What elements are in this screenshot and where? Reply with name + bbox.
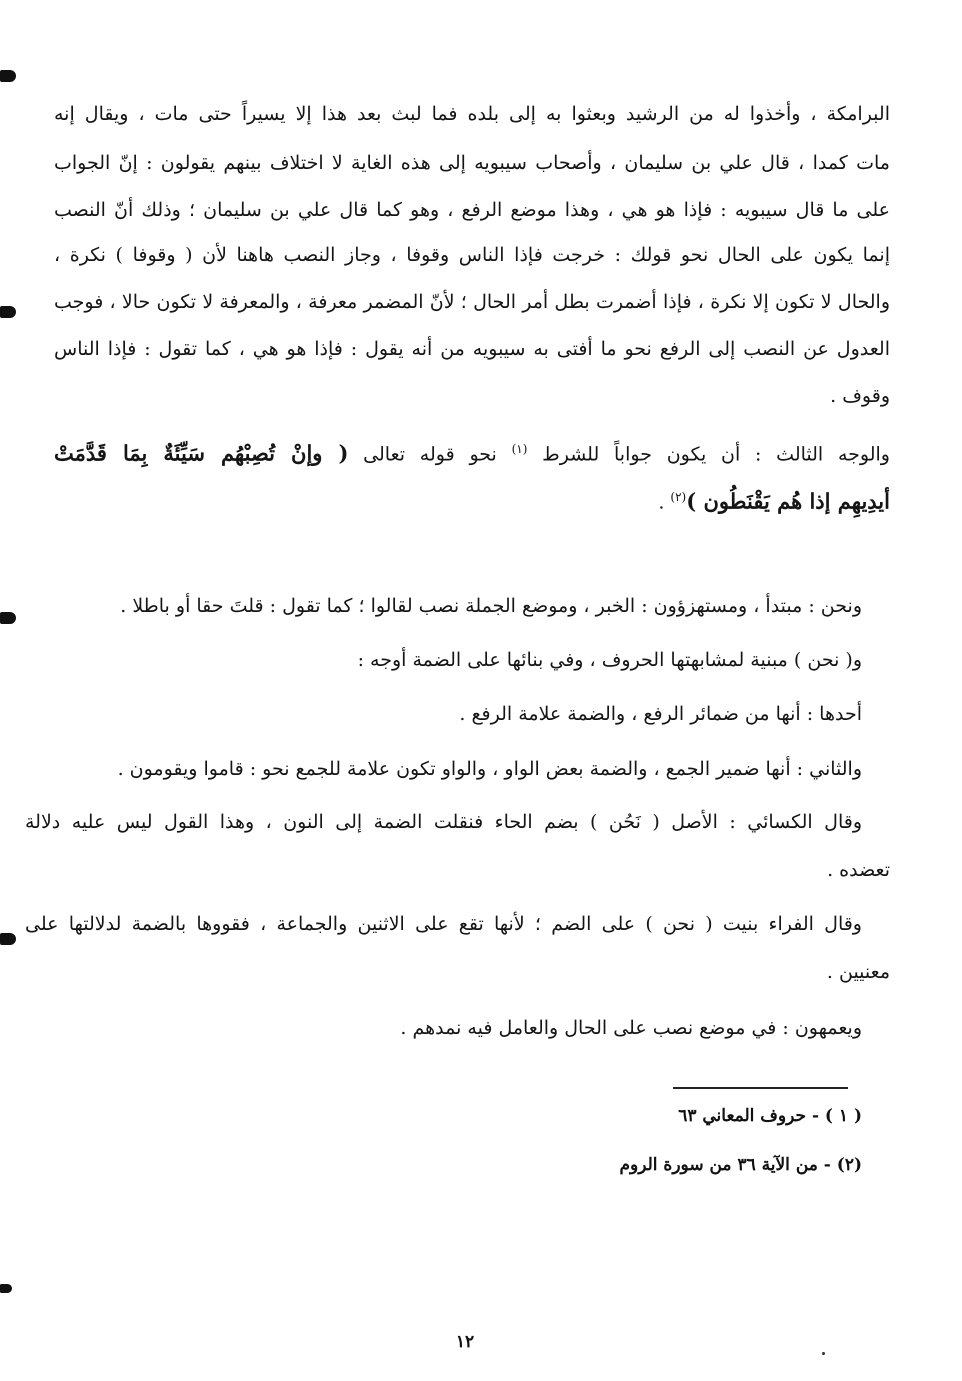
- quran-verse-part-2: أيدِيهِم إذا هُم يَقْنَطُون ): [686, 488, 890, 514]
- paragraph-8-line: وقال الفراء بنيت ( نحن ) على الضم ؛ لأنها تقع على الاثنين والجماعة ، فقووها بالضمة لدلالتها على: [25, 913, 862, 935]
- paragraph-6: والثاني : أنها ضمير الجمع ، والضمة بعض الواو ، والواو تكون علامة للجمع نحو : قاموا ويقومون .: [117, 758, 862, 780]
- paragraph-5: أحدها : أنها من ضمائر الرفع ، والضمة علامة الرفع .: [459, 703, 862, 725]
- footnote-ref-2: (٢): [670, 490, 687, 504]
- paragraph-1-line: العدول عن النصب إلى الرفع نحو ما أفتى به سيبويه من أنه يقول : فإذا هو هي ، كما تقول : فإذا الناس: [54, 338, 890, 360]
- paragraph-2-line-2: [54, 483, 890, 516]
- scan-margin-mark: [0, 70, 16, 82]
- paragraph-2-tail: .: [658, 491, 665, 514]
- paragraph-7-line: تعضده .: [827, 859, 890, 881]
- paragraph-8-line: معنيين .: [826, 961, 890, 983]
- scan-margin-mark: [0, 933, 16, 945]
- footnote-ref-1: (١): [511, 442, 528, 456]
- paragraph-1-line: البرامكة ، وأخذوا له من الرشيد وبعثوا به إلى بلده فما لبث بعد هذا إلا يسيراً حتى مات ، ويقال إنه: [54, 103, 890, 125]
- scan-margin-mark: [0, 612, 16, 624]
- paragraph-2-line-1: [54, 435, 890, 468]
- page-number: ١٢: [455, 1332, 475, 1352]
- paragraph-1-line: إنما يكون على الحال نحو قولك : خرجت فإذا الناس وقوفا ، وجاز النصب هاهنا لأن ( وقوفا ) نكرة ،: [54, 244, 890, 266]
- paragraph-1-line: على ما قال سيبويه : فإذا هو هي ، وهذا موضع الرفع ، وهو كما قال علي بن سليمان ؛ وذلك أنّ النصب: [54, 199, 890, 221]
- paragraph-1-line: مات كمدا ، قال علي بن سليمان ، وأصحاب سيبويه إلى هذه الغاية لا اختلاف بينهم يقولون : إنّ الجواب: [54, 152, 890, 174]
- footnote-divider: [673, 1087, 848, 1089]
- scan-margin-mark: [0, 1284, 12, 1293]
- paragraph-3: ونحن : مبتدأ ، ومستهزؤون : الخبر ، وموضع الجملة نصب لقالوا ؛ كما تقول : قلتَ حقا أو باطلا .: [120, 595, 862, 617]
- paragraph-4: و( نحن ) مبنية لمشابهتها الحروف ، وفي بنائها على الضمة أوجه :: [357, 649, 862, 671]
- paragraph-1-line: وقوف .: [830, 385, 890, 407]
- scan-speck: [822, 1352, 825, 1355]
- paragraph-2-lead: والوجه الثالث : أن يكون جواباً للشرط: [542, 443, 890, 466]
- footnote-1: ( ١ ) - حروف المعاني ٦٣: [678, 1106, 862, 1126]
- paragraph-1-line: والحال لا تكون إلا نكرة ، فإذا أضمرت بطل أمر الحال ؛ لأنّ المضمر معرفة ، والمعرفة لا تكون حالا ، فوجب: [54, 291, 890, 313]
- paragraph-9: ويعمهون : في موضع نصب على الحال والعامل فيه نمدهم .: [400, 1017, 862, 1039]
- quran-verse-part-1: ( وإنْ تُصِبْهُم سَيِّئَةٌ بِمَا قَدَّمَتْ: [54, 440, 349, 466]
- paragraph-7-line: وقال الكسائي : الأصل ( نَحُن ) بضم الحاء فنقلت الضمة إلى النون ، وهذا القول ليس عليه دلالة: [25, 811, 862, 833]
- scan-margin-mark: [0, 306, 16, 318]
- paragraph-2-mid: نحو قوله تعالى: [363, 443, 497, 466]
- footnote-2: (٢) - من الآية ٣٦ من سورة الروم: [619, 1155, 862, 1175]
